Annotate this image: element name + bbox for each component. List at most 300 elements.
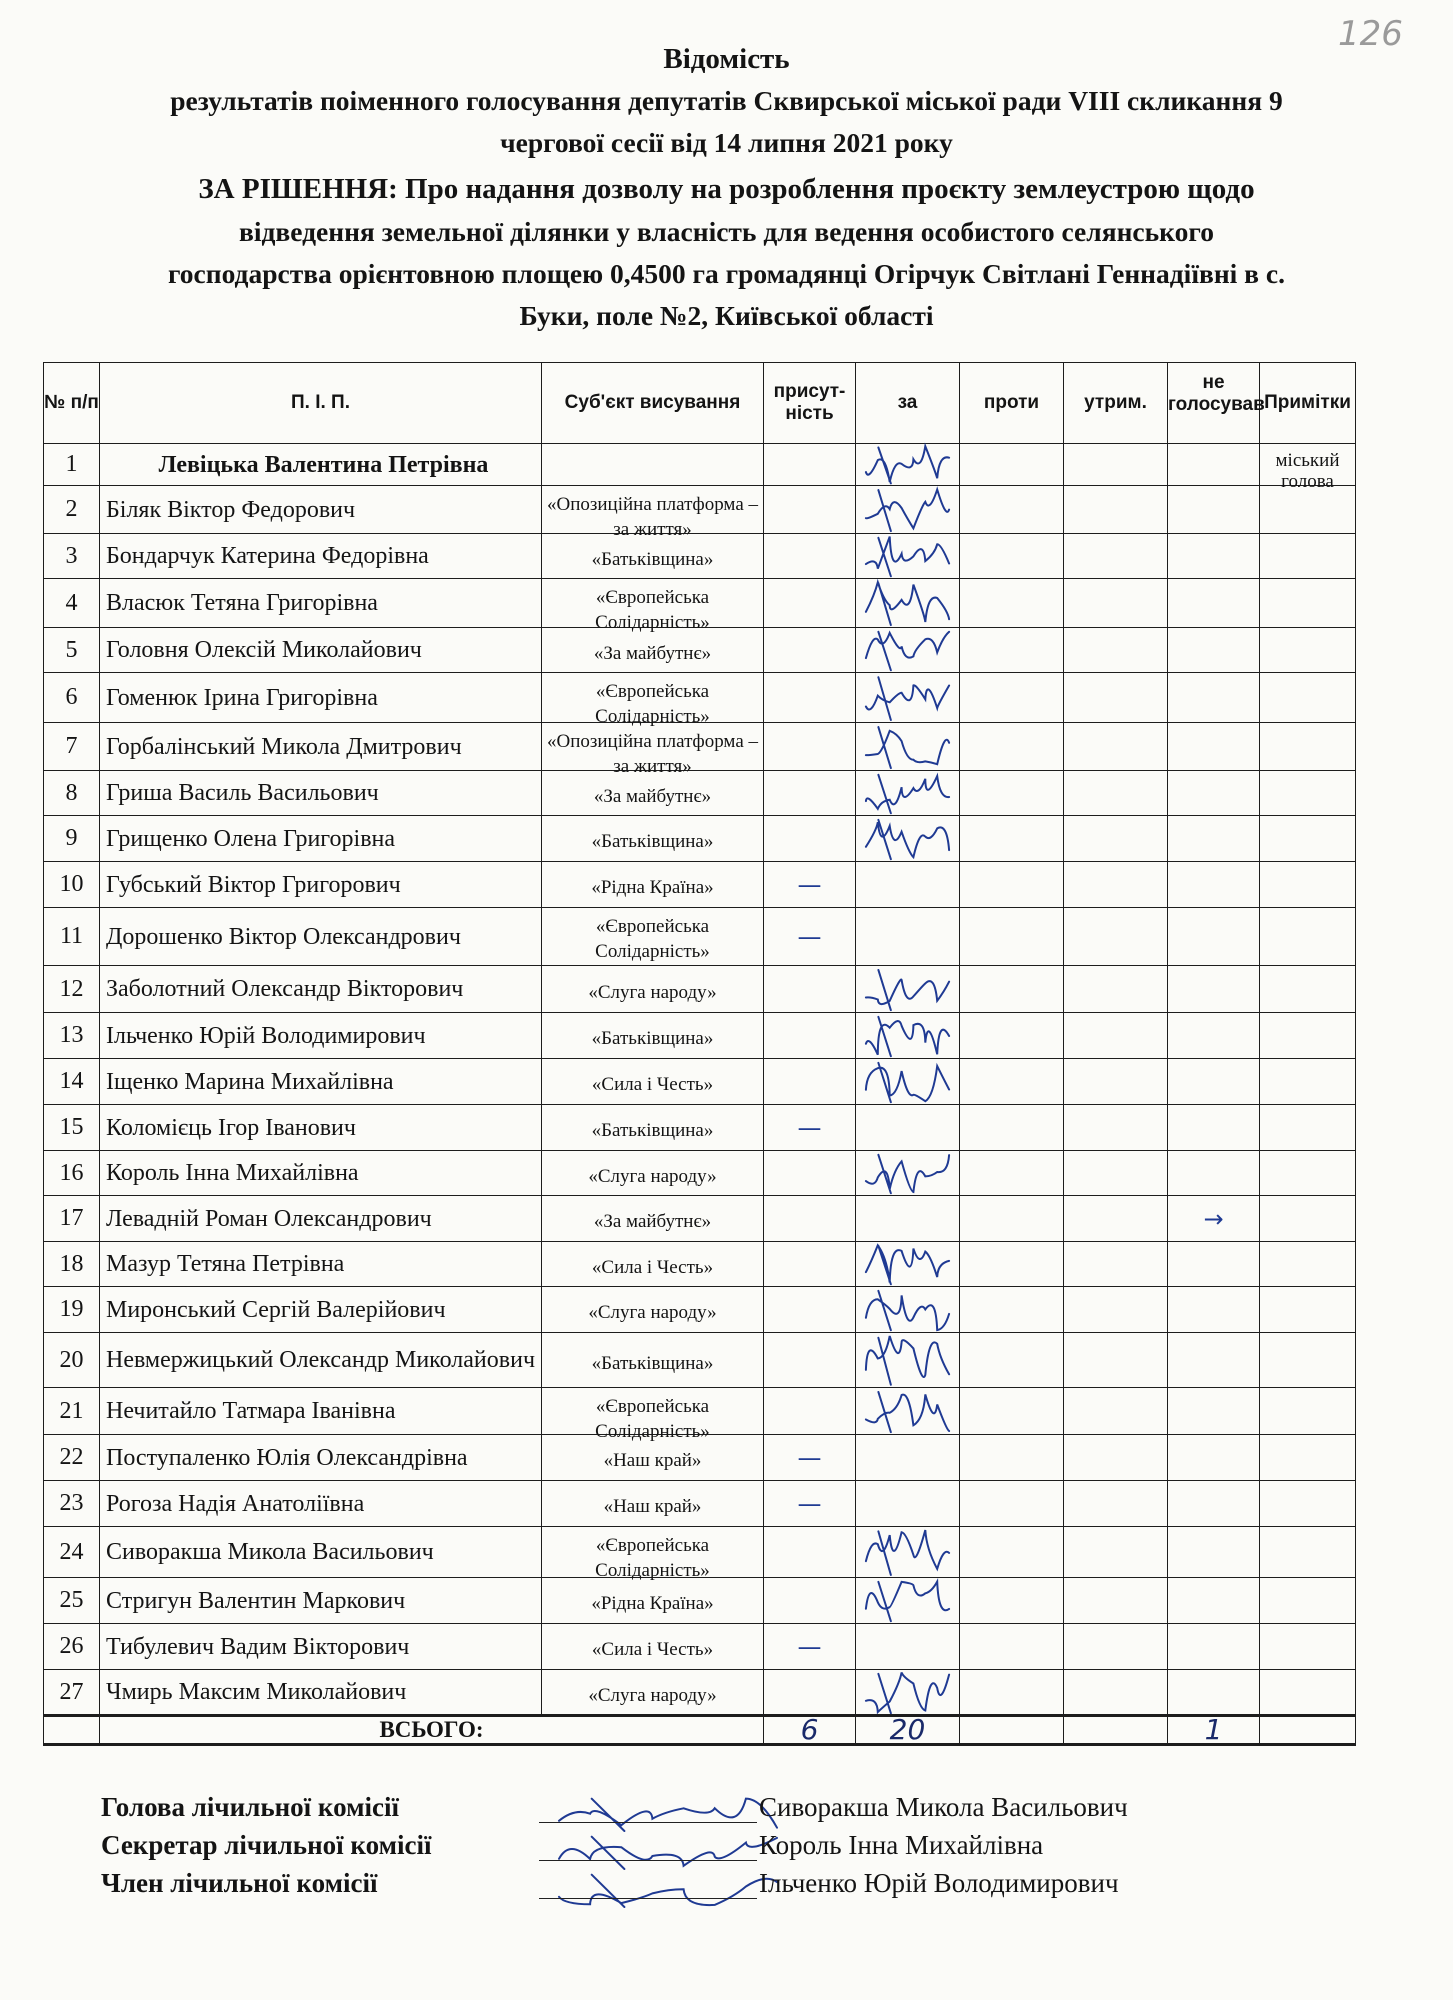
vote-against-mark	[960, 966, 1064, 1013]
present-mark	[764, 1527, 856, 1578]
vote-against-mark	[960, 1578, 1064, 1624]
deputy-name-text: Чмирь Максим Миколайович	[106, 1679, 407, 1705]
deputy-name-text: Головня Олексій Миколайович	[106, 637, 422, 663]
vote-abstain-mark	[1064, 1059, 1168, 1105]
table-row	[44, 1388, 1356, 1435]
vote-abstain-mark	[1064, 1287, 1168, 1333]
vote-for-mark	[856, 816, 960, 862]
total-for: 20	[856, 1716, 960, 1745]
note-cell	[1260, 723, 1356, 771]
note-text	[1260, 777, 1355, 807]
party-text: «Опозиційна платформа – за життя»	[546, 731, 759, 777]
present-mark	[764, 771, 856, 816]
party-text: «Сила і Честь»	[591, 1639, 714, 1660]
party-text: «Наш край»	[603, 1496, 702, 1517]
table-row	[44, 1013, 1356, 1059]
vote-for-mark	[856, 1196, 960, 1242]
deputy-name	[100, 1481, 542, 1527]
note-cell	[1260, 486, 1356, 534]
present-mark	[764, 1013, 856, 1059]
not-voted-mark	[1168, 1013, 1260, 1059]
vote-for-mark	[856, 1287, 960, 1333]
vote-for-mark	[856, 1578, 960, 1624]
deputy-name-text: Бондарчук Катерина Федорівна	[106, 543, 429, 569]
vote-against-mark	[960, 673, 1064, 723]
member-role: Член лічильної комісії	[101, 1868, 378, 1898]
note-cell	[1260, 771, 1356, 816]
note-cell	[1260, 1481, 1356, 1527]
deputy-name-text: Невмержицький Олександр Миколайович	[106, 1347, 536, 1373]
nominating-party	[542, 1242, 764, 1287]
not-voted-mark	[1168, 444, 1260, 486]
present-mark	[764, 486, 856, 534]
table-row	[44, 1287, 1356, 1333]
party-text: «Опозиційна платформа – за життя»	[546, 494, 759, 540]
vote-abstain-mark	[1064, 908, 1168, 966]
deputy-name-text: Коломієць Ігор Іванович	[106, 1114, 356, 1141]
deputy-name	[100, 534, 542, 579]
vote-abstain-mark	[1064, 1578, 1168, 1624]
present-mark	[764, 1196, 856, 1242]
note-cell	[1260, 1624, 1356, 1670]
nominating-party	[542, 1287, 764, 1333]
vote-against-mark	[960, 1481, 1064, 1527]
nominating-party	[542, 579, 764, 633]
note-cell	[1260, 444, 1356, 492]
note-cell	[1260, 908, 1356, 966]
vote-for-mark	[856, 1388, 960, 1435]
row-number: 4	[44, 579, 100, 628]
vote-for-mark	[856, 1059, 960, 1105]
vote-for-mark	[856, 723, 960, 771]
nominating-party	[542, 1624, 764, 1670]
present-mark	[764, 1388, 856, 1435]
not-voted-mark	[1168, 673, 1260, 723]
party-text: «Європейська Солідарність»	[595, 681, 710, 727]
table-row	[44, 771, 1356, 816]
row-number: 22	[44, 1435, 100, 1481]
table-row	[44, 816, 1356, 862]
party-text: «Сила і Честь»	[591, 1074, 714, 1095]
col-header-present: присут-ність	[764, 363, 856, 444]
present-mark	[764, 1287, 856, 1333]
row-number: 3	[44, 534, 100, 579]
document-title: Відомість	[663, 43, 790, 75]
deputy-name	[100, 1287, 542, 1333]
party-text: «Батьківщина»	[591, 548, 714, 570]
note-text	[1260, 1202, 1355, 1232]
vote-abstain-mark	[1064, 673, 1168, 723]
nominating-party	[542, 1527, 764, 1581]
row-number: 18	[44, 1242, 100, 1287]
chair-role: Голова лічильної комісії	[101, 1792, 399, 1822]
total-note	[1260, 1716, 1356, 1745]
note-text	[1260, 1441, 1355, 1471]
nominating-party	[542, 1388, 764, 1442]
vote-abstain-mark	[1064, 628, 1168, 673]
vote-abstain-mark	[1064, 1105, 1168, 1151]
vote-abstain-mark	[1064, 1435, 1168, 1481]
present-mark	[764, 1670, 856, 1716]
nominating-party	[542, 673, 764, 727]
deputy-name-text: Біляк Віктор Федорович	[106, 496, 356, 523]
vote-against-mark	[960, 1059, 1064, 1105]
vote-against-mark	[960, 579, 1064, 628]
col-header-abstain: утрим.	[1064, 363, 1168, 444]
deputy-name	[100, 1059, 542, 1105]
party-text: «За майбутнє»	[593, 1211, 712, 1232]
page-number: 126	[1338, 14, 1403, 54]
vote-for-mark	[856, 1527, 960, 1578]
note-text	[1260, 972, 1355, 1002]
document-header	[40, 38, 1413, 337]
deputy-name	[100, 862, 542, 908]
present-mark	[764, 1333, 856, 1388]
present-mark	[764, 579, 856, 628]
total-against	[960, 1716, 1064, 1745]
vote-against-mark	[960, 1435, 1064, 1481]
deputy-name	[100, 1013, 542, 1059]
note-cell	[1260, 579, 1356, 628]
nominating-party	[542, 908, 764, 966]
total-row	[44, 1716, 1356, 1745]
deputy-name	[100, 1105, 542, 1151]
vote-abstain-mark	[1064, 862, 1168, 908]
col-header-name: П. І. П.	[100, 363, 542, 444]
vote-against-mark	[960, 908, 1064, 966]
present-mark	[764, 534, 856, 579]
deputy-name	[100, 444, 542, 486]
not-voted-mark	[1168, 816, 1260, 862]
vote-abstain-mark	[1064, 771, 1168, 816]
vote-for-mark	[856, 771, 960, 816]
deputy-name-text: Мазур Тетяна Петрівна	[106, 1251, 345, 1277]
deputy-name	[100, 966, 542, 1013]
present-mark	[764, 673, 856, 723]
note-cell	[1260, 1527, 1356, 1578]
not-voted-mark: →	[1168, 1196, 1260, 1242]
deputy-name	[100, 673, 542, 723]
not-voted-mark	[1168, 771, 1260, 816]
party-text: «Рідна Країна»	[591, 877, 714, 898]
party-text: «Рідна Країна»	[591, 1593, 714, 1614]
table-row	[44, 1527, 1356, 1578]
row-number: 19	[44, 1287, 100, 1333]
row-number: 8	[44, 771, 100, 816]
row-number: 26	[44, 1624, 100, 1670]
party-text: «Європейська Солідарність»	[595, 587, 710, 633]
vote-for-mark	[856, 1435, 960, 1481]
vote-against-mark	[960, 534, 1064, 579]
vote-abstain-mark	[1064, 1013, 1168, 1059]
vote-against-mark	[960, 723, 1064, 771]
present-mark: —	[764, 1105, 856, 1151]
note-text	[1260, 1248, 1355, 1278]
table-row	[44, 1481, 1356, 1527]
present-mark: —	[764, 1481, 856, 1527]
vote-abstain-mark	[1064, 816, 1168, 862]
nominating-party	[542, 1670, 764, 1716]
deputy-name-text: Король Інна Михайлівна	[106, 1160, 359, 1186]
note-cell	[1260, 1242, 1356, 1287]
not-voted-mark	[1168, 628, 1260, 673]
deputy-name-text: Нечитайло Татмара Іванівна	[106, 1398, 396, 1424]
table-row	[44, 723, 1356, 771]
note-text	[1260, 1339, 1355, 1369]
decision-line-3: господарства орієнтовною площею 0,4500 га громадянці Огірчук Світлані Геннадіївні в с.	[168, 258, 1285, 289]
vote-abstain-mark	[1064, 723, 1168, 771]
note-cell	[1260, 1013, 1356, 1059]
table-row	[44, 579, 1356, 628]
table-row	[44, 1242, 1356, 1287]
party-text: «Батьківщина»	[591, 1120, 714, 1141]
row-number: 1	[44, 444, 100, 486]
present-mark	[764, 444, 856, 486]
vote-against-mark	[960, 862, 1064, 908]
note-cell	[1260, 534, 1356, 579]
present-mark: —	[764, 1624, 856, 1670]
deputy-name	[100, 816, 542, 862]
col-header-party: Суб'єкт висування	[542, 363, 764, 444]
total-present: 6	[764, 1716, 856, 1745]
deputy-name	[100, 1527, 542, 1578]
vote-for-mark	[856, 1151, 960, 1196]
deputy-name	[100, 1333, 542, 1388]
vote-abstain-mark	[1064, 444, 1168, 486]
present-mark	[764, 1578, 856, 1624]
nominating-party	[542, 816, 764, 862]
present-mark	[764, 1059, 856, 1105]
note-text	[1260, 1157, 1355, 1187]
col-header-num: № п/п	[44, 363, 100, 444]
decision-line-1: ЗА РІШЕННЯ: Про надання дозволу на розроблення проєкту землеустрою щодо	[198, 173, 1255, 205]
deputy-name-text: Поступаленко Юлія Олександрівна	[106, 1444, 468, 1471]
row-number: 21	[44, 1388, 100, 1435]
total-num-cell	[44, 1716, 100, 1745]
note-text	[1260, 1019, 1355, 1049]
deputy-name	[100, 628, 542, 673]
row-number: 6	[44, 673, 100, 723]
row-number: 13	[44, 1013, 100, 1059]
note-text	[1260, 634, 1355, 664]
row-number: 9	[44, 816, 100, 862]
vote-against-mark	[960, 771, 1064, 816]
vote-abstain-mark	[1064, 486, 1168, 534]
vote-for-mark	[856, 1624, 960, 1670]
row-number: 20	[44, 1333, 100, 1388]
note-cell	[1260, 1105, 1356, 1151]
nominating-party	[542, 1059, 764, 1105]
table-row	[44, 1196, 1356, 1242]
not-voted-mark	[1168, 1105, 1260, 1151]
vote-abstain-mark	[1064, 1151, 1168, 1196]
party-text: «Слуга народу»	[588, 1165, 717, 1187]
party-text: «Сила і Честь»	[591, 1256, 714, 1278]
present-mark	[764, 816, 856, 862]
deputy-name-text: Губський Віктор Григорович	[106, 871, 401, 898]
party-text: «Слуга народу»	[588, 981, 717, 1003]
deputy-name-text: Гоменюк Ірина Григорівна	[106, 684, 378, 711]
present-mark	[764, 628, 856, 673]
not-voted-mark	[1168, 862, 1260, 908]
deputy-name	[100, 1435, 542, 1481]
present-mark	[764, 1242, 856, 1287]
table-row	[44, 966, 1356, 1013]
not-voted-mark	[1168, 1670, 1260, 1716]
vote-abstain-mark	[1064, 534, 1168, 579]
note-text	[1260, 1584, 1355, 1614]
present-mark	[764, 1151, 856, 1196]
note-cell	[1260, 862, 1356, 908]
deputy-name-text: Левіцька Валентина Петрівна	[158, 451, 489, 478]
table-row	[44, 1670, 1356, 1716]
deputy-name-text: Рогоза Надія Анатоліївна	[106, 1490, 365, 1517]
note-text	[1260, 822, 1355, 852]
total-abstain	[1064, 1716, 1168, 1745]
decision-line-2: відведення земельної ділянки у власність для ведення особистого селянського	[239, 216, 1214, 247]
not-voted-mark	[1168, 1287, 1260, 1333]
vote-against-mark	[960, 1388, 1064, 1435]
deputy-name-text: Стригун Валентин Маркович	[106, 1587, 406, 1614]
deputy-name-text: Горбалінський Микола Дмитрович	[106, 733, 462, 760]
vote-against-mark	[960, 1105, 1064, 1151]
vote-against-mark	[960, 1196, 1064, 1242]
vote-abstain-mark	[1064, 1527, 1168, 1578]
vote-against-mark	[960, 1333, 1064, 1388]
vote-for-mark	[856, 1105, 960, 1151]
table-row	[44, 862, 1356, 908]
note-cell	[1260, 1578, 1356, 1624]
vote-abstain-mark	[1064, 1388, 1168, 1435]
note-text	[1260, 868, 1355, 898]
note-text	[1260, 1065, 1355, 1095]
nominating-party	[542, 966, 764, 1013]
party-text: «Батьківщина»	[591, 831, 714, 852]
row-number: 5	[44, 628, 100, 673]
note-text	[1260, 585, 1355, 615]
total-label: ВСЬОГО:	[100, 1716, 764, 1745]
vote-against-mark	[960, 1242, 1064, 1287]
row-number: 15	[44, 1105, 100, 1151]
vote-against-mark	[960, 816, 1064, 862]
col-header-note: Примітки	[1260, 363, 1356, 444]
not-voted-mark	[1168, 1388, 1260, 1435]
row-number: 12	[44, 966, 100, 1013]
vote-abstain-mark	[1064, 1670, 1168, 1716]
note-cell	[1260, 966, 1356, 1013]
note-cell	[1260, 1151, 1356, 1196]
vote-for-mark	[856, 628, 960, 673]
note-cell	[1260, 1196, 1356, 1242]
vote-for-mark	[856, 908, 960, 966]
vote-for-mark	[856, 966, 960, 1013]
table-row	[44, 534, 1356, 579]
vote-against-mark	[960, 628, 1064, 673]
vote-for-mark	[856, 444, 960, 486]
nominating-party	[542, 862, 764, 908]
nominating-party	[542, 1105, 764, 1151]
row-number: 7	[44, 723, 100, 771]
table-row	[44, 908, 1356, 966]
document-subtitle-1: результатів поіменного голосування депутатів Сквирської міської ради VIII скликання 9	[170, 85, 1283, 116]
nominating-party	[542, 1333, 764, 1388]
vote-abstain-mark	[1064, 1481, 1168, 1527]
not-voted-mark	[1168, 1527, 1260, 1578]
chair-name: Сиворакша Микола Васильович	[759, 1792, 1128, 1822]
party-text: «Батьківщина»	[591, 1352, 714, 1374]
vote-abstain-mark	[1064, 966, 1168, 1013]
not-voted-mark	[1168, 486, 1260, 534]
not-voted-mark	[1168, 534, 1260, 579]
note-cell	[1260, 673, 1356, 723]
note-text	[1260, 1111, 1355, 1141]
vote-against-mark	[960, 486, 1064, 534]
note-cell	[1260, 1435, 1356, 1481]
party-text: «За майбутнє»	[593, 785, 712, 807]
vote-for-mark	[856, 1242, 960, 1287]
vote-table	[43, 362, 1356, 1746]
secretary-name: Король Інна Михайлівна	[759, 1830, 1044, 1860]
table-row	[44, 1578, 1356, 1624]
deputy-name-text: Тибулевич Вадим Вікторович	[106, 1633, 410, 1660]
note-text	[1260, 492, 1355, 522]
row-number: 27	[44, 1670, 100, 1716]
present-mark: —	[764, 862, 856, 908]
party-text: «Наш край»	[603, 1450, 702, 1471]
signature-line	[539, 1898, 757, 1899]
vote-for-mark	[856, 862, 960, 908]
not-voted-mark	[1168, 1333, 1260, 1388]
party-text: «Слуга народу»	[588, 1684, 717, 1706]
nominating-party	[542, 1151, 764, 1196]
note-text	[1260, 729, 1355, 759]
vote-against-mark	[960, 1624, 1064, 1670]
present-mark: —	[764, 1435, 856, 1481]
deputy-name	[100, 1151, 542, 1196]
note-text	[1260, 540, 1355, 570]
document-subtitle-2: чергової сесії від 14 липня 2021 року	[500, 127, 953, 158]
deputy-name	[100, 908, 542, 966]
present-mark	[764, 966, 856, 1013]
vote-abstain-mark	[1064, 1196, 1168, 1242]
commission-member	[101, 1868, 1301, 1906]
table-row	[44, 1105, 1356, 1151]
deputy-name-text: Миронський Сергій Валерійович	[106, 1296, 446, 1323]
party-text: «Європейська Солідарність»	[595, 1535, 710, 1581]
row-number: 11	[44, 908, 100, 966]
nominating-party	[542, 1481, 764, 1527]
row-number: 24	[44, 1527, 100, 1578]
not-voted-mark	[1168, 1481, 1260, 1527]
col-header-against: проти	[960, 363, 1064, 444]
col-header-notvote	[1168, 363, 1265, 444]
not-voted-mark	[1168, 1059, 1260, 1105]
present-mark: —	[764, 908, 856, 966]
not-voted-mark	[1168, 723, 1260, 771]
secretary-role: Секретар лічильної комісії	[101, 1830, 432, 1860]
deputy-name	[100, 1242, 542, 1287]
note-text: міський голова	[1275, 450, 1340, 492]
note-text	[1260, 1293, 1355, 1323]
note-cell	[1260, 1333, 1356, 1388]
nominating-party	[542, 1196, 764, 1242]
party-text: «За майбутнє»	[593, 642, 712, 664]
not-voted-mark	[1168, 1578, 1260, 1624]
signature-line	[539, 1860, 757, 1861]
col-header-notvote-text: не голосував	[1168, 372, 1265, 415]
commission-secretary	[101, 1830, 1301, 1868]
deputy-name	[100, 579, 542, 628]
